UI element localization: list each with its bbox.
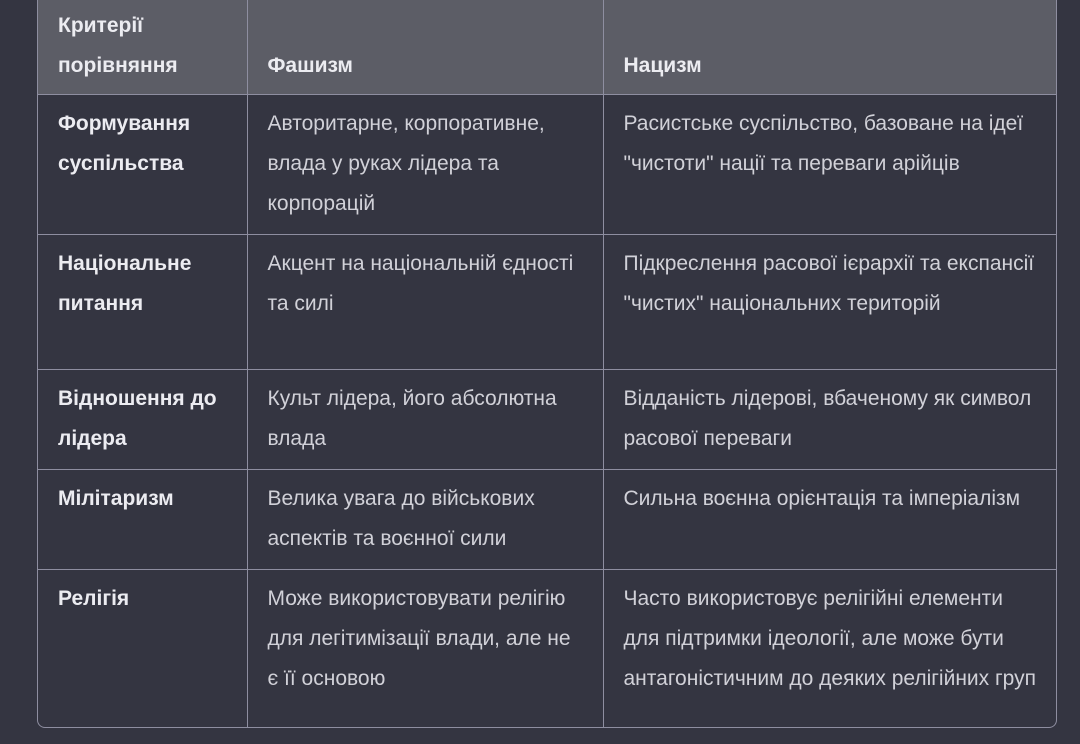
row-fascism-cell: Може використовувати релігію для легітимізації влади, але не є її основою <box>247 569 603 728</box>
header-criteria: Критерії порівняння <box>38 0 247 94</box>
row-criterion: Формування суспільства <box>38 94 247 234</box>
table-row <box>38 234 1057 369</box>
row-nazism-cell: Расистське суспільство, базоване на ідеї "чистоти" нації та переваги арійців <box>603 94 1057 234</box>
row-fascism-cell: Акцент на національній єдності та силі <box>247 234 603 369</box>
header-row <box>38 0 1057 94</box>
table-header <box>38 0 1057 94</box>
row-nazism-cell: Відданість лідерові, вбаченому як символ расової переваги <box>603 369 1057 469</box>
header-fascism: Фашизм <box>247 0 603 94</box>
row-nazism-cell: Сильна воєнна орієнтація та імперіалізм <box>603 469 1057 569</box>
row-nazism-cell: Часто використовує релігійні елементи для підтримки ідеології, але може бути антагоністичним до деяких релігійних груп <box>623 586 1036 690</box>
row-criterion: Релігія <box>38 569 247 728</box>
row-fascism-cell: Велика увага до військових аспектів та воєнної сили <box>247 469 603 569</box>
row-nazism-cell: Підкреслення расової ієрархії та експансії "чистих" національних територій <box>603 234 1057 369</box>
table-row <box>38 469 1057 569</box>
row-fascism-cell: Культ лідера, його абсолютна влада <box>247 369 603 469</box>
row-criterion: Мілітаризм <box>38 469 247 569</box>
row-criterion: Національне питання <box>38 234 247 369</box>
comparison-table-container <box>37 0 1057 728</box>
comparison-table <box>38 0 1057 728</box>
header-nazism: Нацизм <box>603 0 1057 94</box>
table-body <box>38 94 1057 728</box>
row-fascism-cell: Авторитарне, корпоративне, влада у руках лідера та корпорацій <box>247 94 603 234</box>
row-criterion: Відношення до лідера <box>38 369 247 469</box>
table-row <box>38 569 1057 728</box>
table-row <box>38 94 1057 234</box>
table-row <box>38 369 1057 469</box>
